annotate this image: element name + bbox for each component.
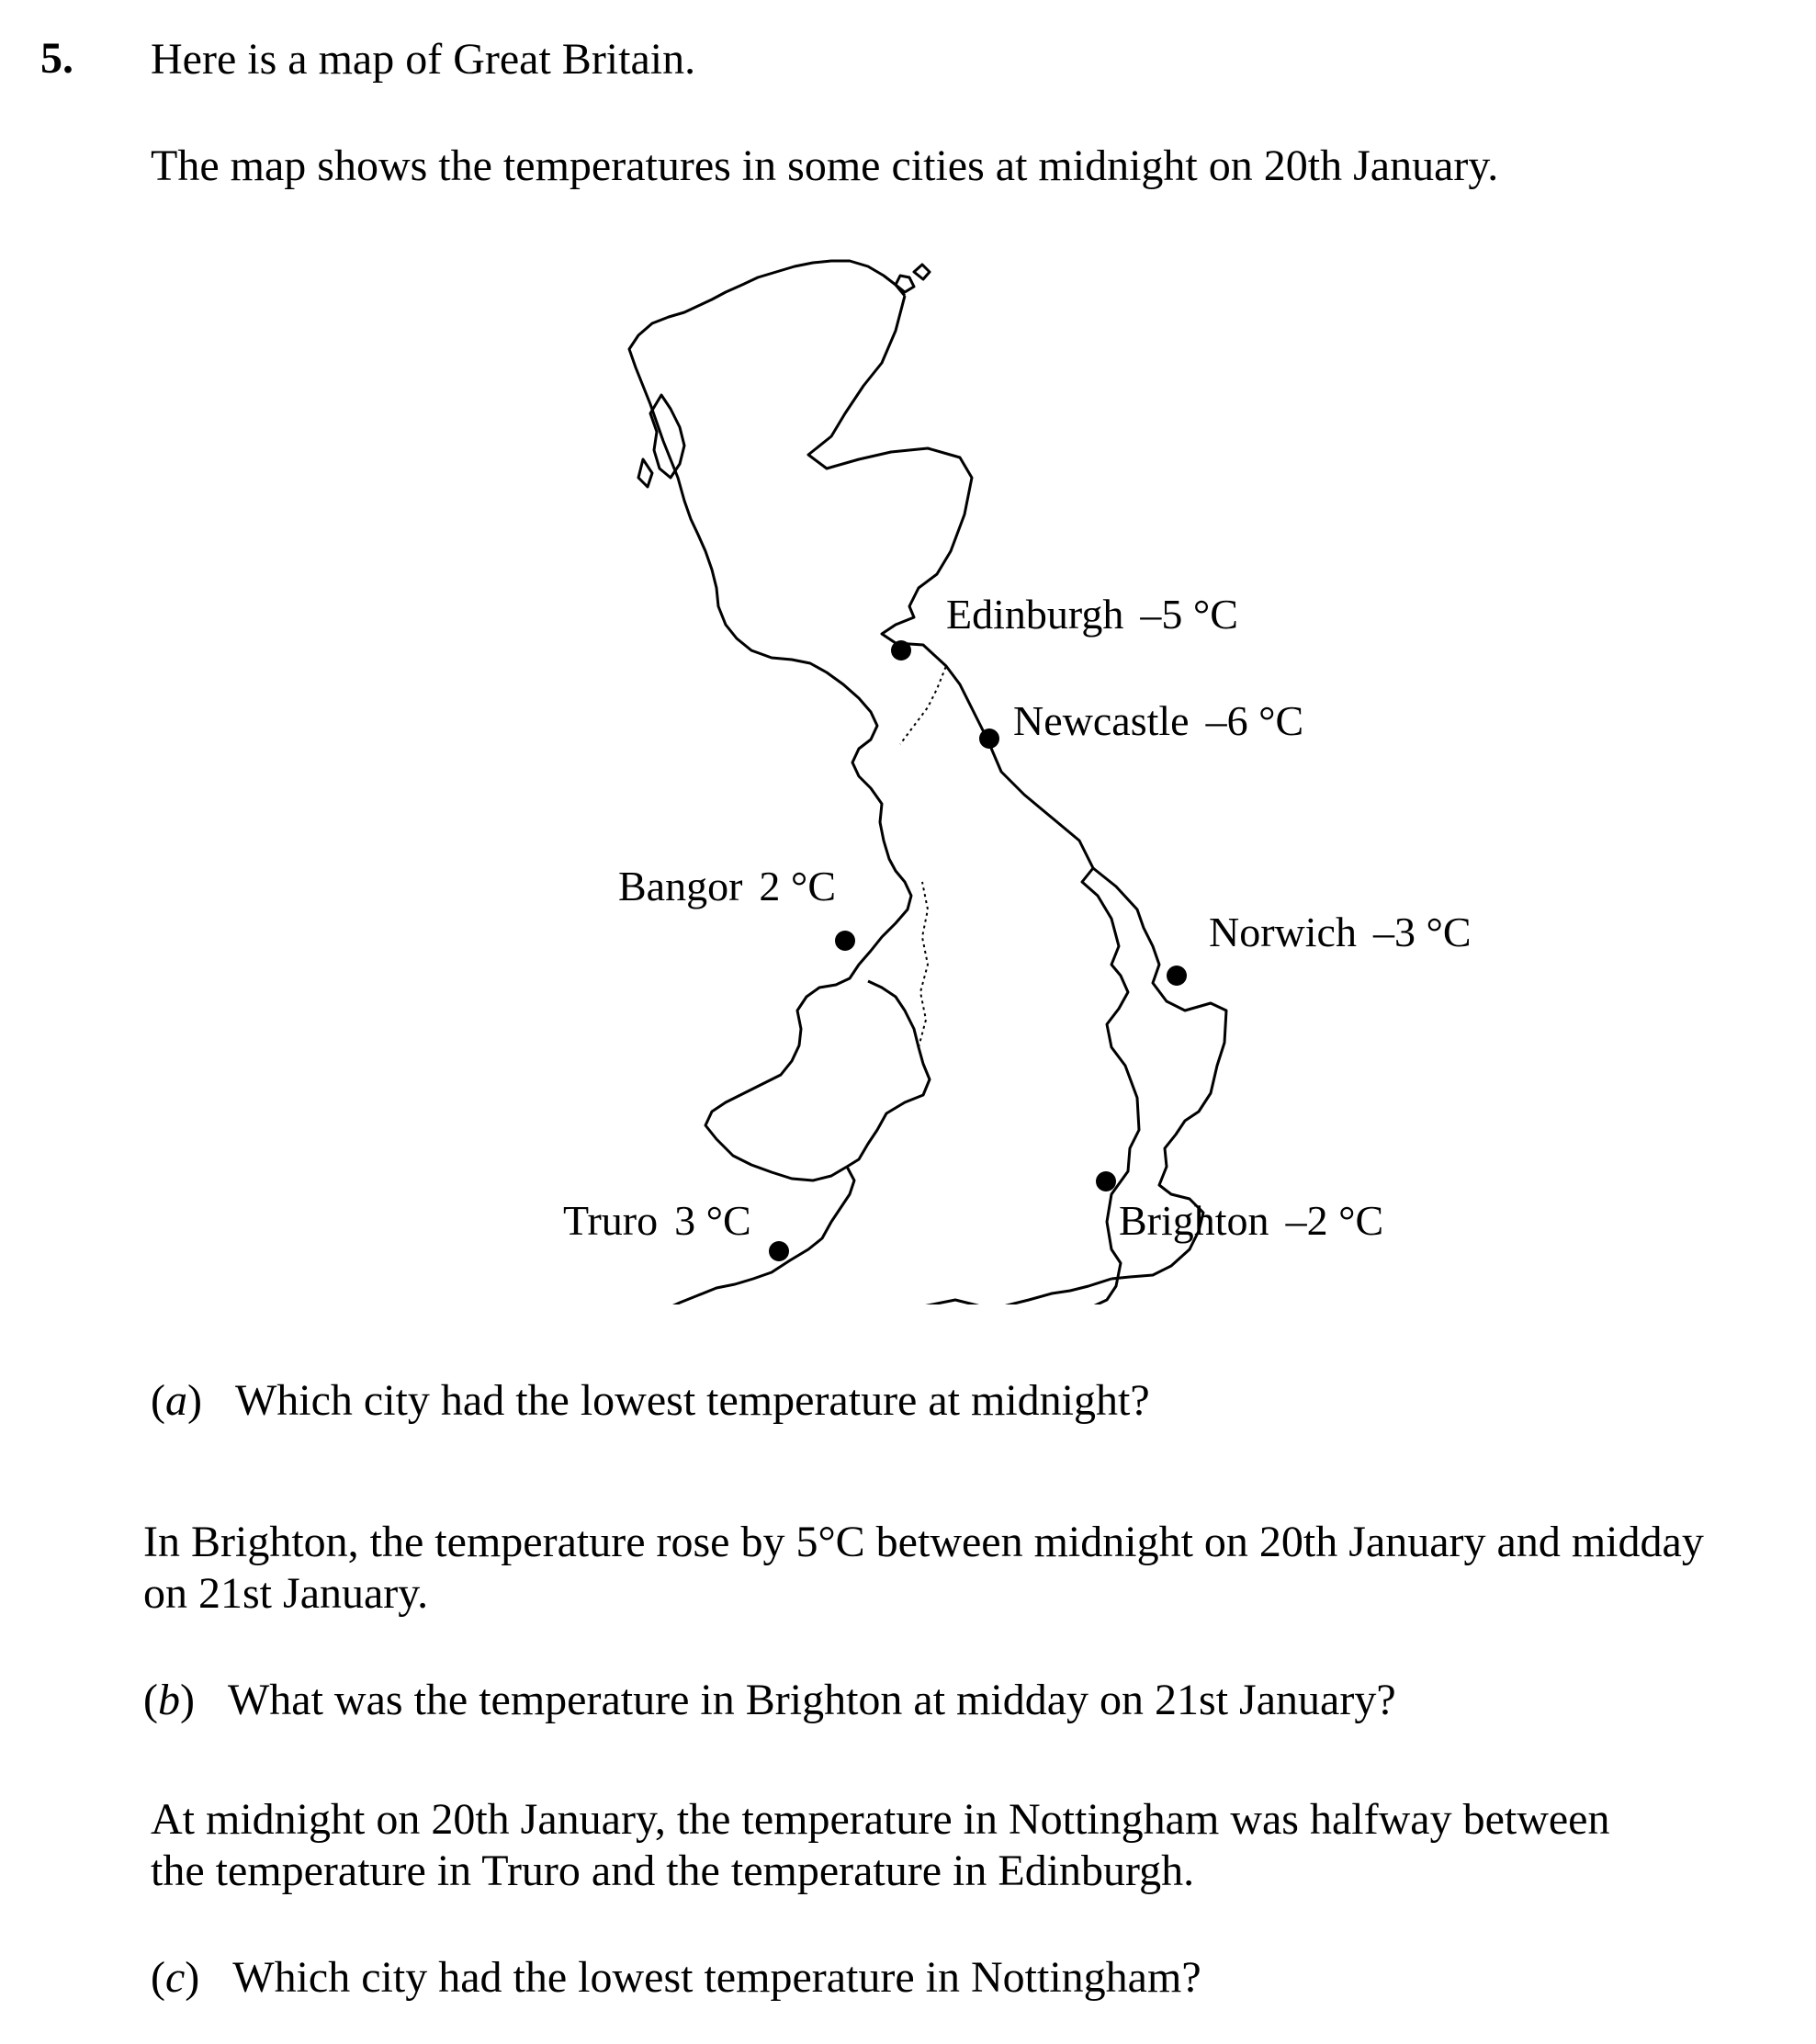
question-intro-line-2: The map shows the temperatures in some cities at midnight on 20th January. xyxy=(151,141,1499,190)
part-a-question: (a) Which city had the lowest temperature at midnight? xyxy=(151,1376,1150,1425)
part-c-info-line-1: At midnight on 20th January, the temperature in Nottingham was halfway between xyxy=(151,1795,1610,1844)
orkney-islands xyxy=(896,265,930,292)
question-intro-line-1: Here is a map of Great Britain. xyxy=(151,35,696,84)
brighton-dot xyxy=(1096,1171,1116,1191)
england-wales-border xyxy=(919,882,928,1047)
part-a-label: a xyxy=(164,1376,187,1425)
south-coast xyxy=(533,1279,1111,1304)
city-label-bangor: Bangor 2 °C xyxy=(618,863,836,909)
newcastle-dot xyxy=(979,728,999,749)
part-b-question: (b) What was the temperature in Brighton at midday on 21st January? xyxy=(143,1676,1396,1724)
hebrides-island xyxy=(638,459,652,487)
great-britain-coastline xyxy=(808,296,1139,1304)
part-b-info-line-2: on 21st January. xyxy=(143,1569,429,1618)
question-number: 5. xyxy=(40,34,73,83)
bangor-dot xyxy=(835,931,855,951)
edinburgh-dot xyxy=(891,640,911,661)
bangor-peninsula xyxy=(847,981,930,1167)
cornwall-coast xyxy=(478,1167,854,1304)
city-label-newcastle: Newcastle –6 °C xyxy=(1013,697,1304,744)
city-label-brighton: Brighton –2 °C xyxy=(1119,1197,1384,1244)
wales-coast xyxy=(629,261,911,1180)
part-b-text: What was the temperature in Brighton at midday on 21st January? xyxy=(227,1676,1396,1724)
part-a-text: Which city had the lowest temperature at midnight? xyxy=(234,1376,1150,1425)
city-label-truro: Truro 3 °C xyxy=(563,1197,751,1244)
city-label-edinburgh: Edinburgh –5 °C xyxy=(946,591,1238,638)
truro-dot xyxy=(769,1241,789,1261)
norwich-dot xyxy=(1167,966,1187,986)
part-c-question: (c) Which city had the lowest temperature in Nottingham? xyxy=(151,1953,1201,2002)
part-c-label: c xyxy=(164,1953,186,2002)
england-scotland-border xyxy=(900,645,946,744)
part-c-info-line-2: the temperature in Truro and the temperature in Edinburgh. xyxy=(151,1846,1195,1895)
part-c-text: Which city had the lowest temperature in Nottingham? xyxy=(232,1953,1201,2002)
part-b-label: b xyxy=(157,1676,180,1724)
city-label-norwich: Norwich –3 °C xyxy=(1209,909,1472,955)
part-b-info-line-1: In Brighton, the temperature rose by 5°C between midnight on 20th January and midday xyxy=(143,1518,1704,1566)
western-isles xyxy=(650,395,684,478)
